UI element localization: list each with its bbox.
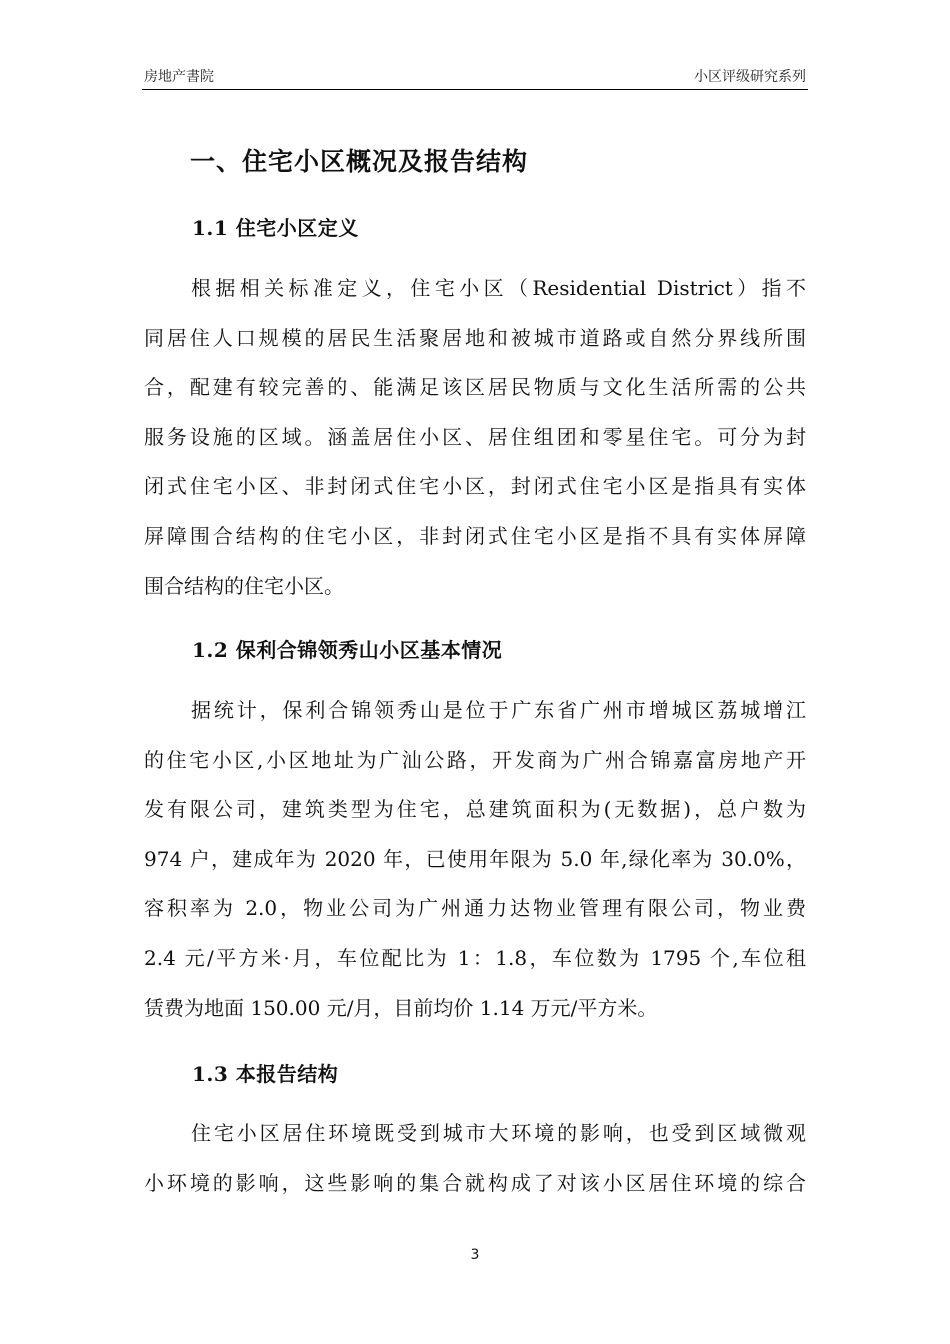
- page-number: 3: [470, 1247, 480, 1263]
- para-line: 围合结构的住宅小区。: [144, 573, 344, 598]
- para-line: 小环境的影响，这些影响的集合就构成了对该小区居住环境的综合: [144, 1170, 806, 1195]
- paragraph-definition: [144, 264, 806, 611]
- para-line: 屏障围合结构的住宅小区，非封闭式住宅小区是指不具有实体屏障: [144, 523, 806, 548]
- para-line: 同居住人口规模的居民生活聚居地和被城市道路或自然分界线所围: [144, 325, 806, 350]
- para-line: 的住宅小区,小区地址为广汕公路，开发商为广州合锦嘉富房地产开: [144, 747, 806, 772]
- paragraph-basic-info: [144, 686, 806, 1033]
- para-line: 住宅小区居住环境既受到城市大环境的影响，也受到区域微观: [191, 1121, 806, 1145]
- para-line: 据统计，保利合锦领秀山是位于广东省广州市增城区荔城增江: [191, 698, 806, 722]
- para-line: 容积率为 2.0，物业公司为广州通力达物业管理有限公司，物业费: [144, 896, 806, 921]
- para-line: 赁费为地面 150.00 元/月，目前均价 1.14 万元/平方米。: [144, 995, 658, 1020]
- para-line: 合，配建有较完善的、能满足该区居民物质与文化生活所需的公共: [144, 375, 806, 400]
- para-line: 发有限公司，建筑类型为住宅，总建筑面积为(无数据)，总户数为: [144, 797, 806, 822]
- header-left-title: 房地产書院: [144, 69, 214, 85]
- para-line: 根据相关标准定义，住宅小区（Residential District）指不: [191, 276, 806, 300]
- paragraph-report-structure: [144, 1109, 806, 1208]
- para-line: 服务设施的区域。涵盖居住小区、居住组团和零星住宅。可分为封: [144, 424, 806, 449]
- heading-1-3: 1.3 本报告结构: [192, 1062, 339, 1086]
- para-line: 974 户，建成年为 2020 年，已使用年限为 5.0 年,绿化率为 30.0%，: [144, 846, 806, 871]
- para-line: 闭式住宅小区、非封闭式住宅小区，封闭式住宅小区是指具有实体: [144, 474, 806, 499]
- heading-1-1: 1.1 住宅小区定义: [192, 216, 359, 240]
- header-right-title: 小区评级研究系列: [694, 69, 806, 85]
- section-title: 一、住宅小区概况及报告结构: [190, 147, 529, 176]
- para-line: 2.4 元/平方米·月，车位配比为 1：1.8，车位数为 1795 个,车位租: [144, 945, 806, 970]
- heading-1-2: 1.2 保利合锦领秀山小区基本情况: [192, 638, 503, 662]
- header-rule: [142, 89, 808, 90]
